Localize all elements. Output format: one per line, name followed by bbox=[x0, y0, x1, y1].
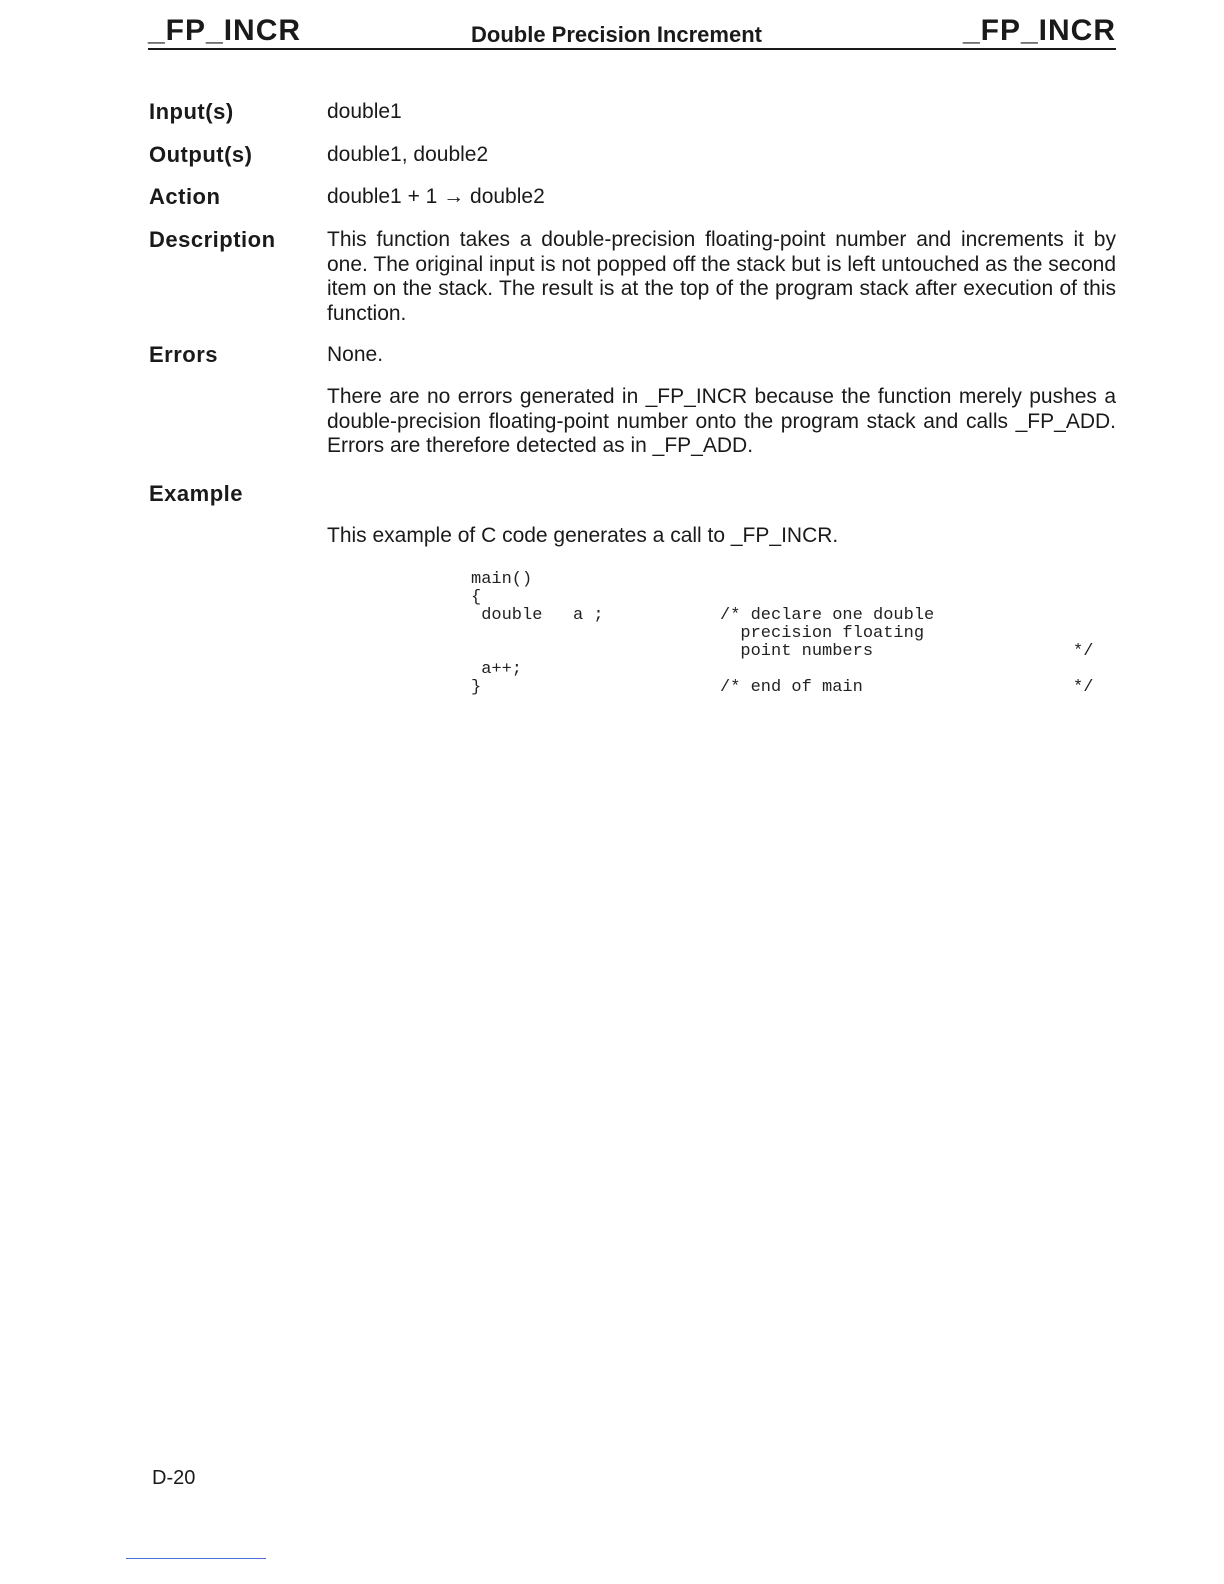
inputs-label: Input(s) bbox=[149, 99, 234, 124]
code-comment-end: */ bbox=[1073, 642, 1094, 661]
code-comment: /* declare one double bbox=[720, 606, 935, 625]
page-number: D-20 bbox=[152, 1467, 196, 1489]
inputs-text: double1 bbox=[327, 100, 402, 123]
errors-text-none: None. bbox=[327, 343, 384, 366]
description-label: Description bbox=[149, 227, 276, 252]
action-label: Action bbox=[149, 184, 221, 209]
errors-text-detail: There are no errors generated in _FP_INCR because the function merely pushes a double-precision floating-point number onto the program stack and calls _FP_ADD. Errors are therefore detected as in _FP_ADD. bbox=[327, 385, 1116, 457]
code-comment: precision floating bbox=[720, 624, 925, 643]
code-comment: /* end of main bbox=[720, 678, 863, 697]
header-title: Double Precision Increment bbox=[471, 22, 762, 47]
description-text: This function takes a double-precision floating-point number and increments it by one. The original input is not popped off the stack but is left untouched as the second item on the stack. The result is at the top of the program stack after execution of this function. bbox=[327, 228, 1116, 325]
outputs-text: double1, double2 bbox=[327, 143, 489, 166]
code-comment: point numbers bbox=[720, 642, 874, 661]
errors-label: Errors bbox=[149, 342, 219, 367]
action-text: double1 + 1 → double2 bbox=[327, 185, 545, 208]
code-line: a++; bbox=[471, 660, 523, 679]
code-line: { bbox=[471, 588, 482, 607]
header-function-name-right: _FP_INCR bbox=[962, 14, 1116, 47]
code-line: double a ; bbox=[471, 606, 604, 625]
example-label: Example bbox=[149, 481, 243, 506]
outputs-label: Output(s) bbox=[149, 142, 253, 167]
code-line: } bbox=[471, 678, 482, 697]
example-text: This example of C code generates a call to _FP_INCR. bbox=[327, 524, 839, 547]
scan-edge-line bbox=[126, 1558, 266, 1559]
code-comment-end: */ bbox=[1073, 678, 1094, 697]
code-line: main() bbox=[471, 570, 533, 589]
page-header bbox=[148, 14, 1116, 50]
header-function-name-left: _FP_INCR bbox=[148, 14, 302, 47]
